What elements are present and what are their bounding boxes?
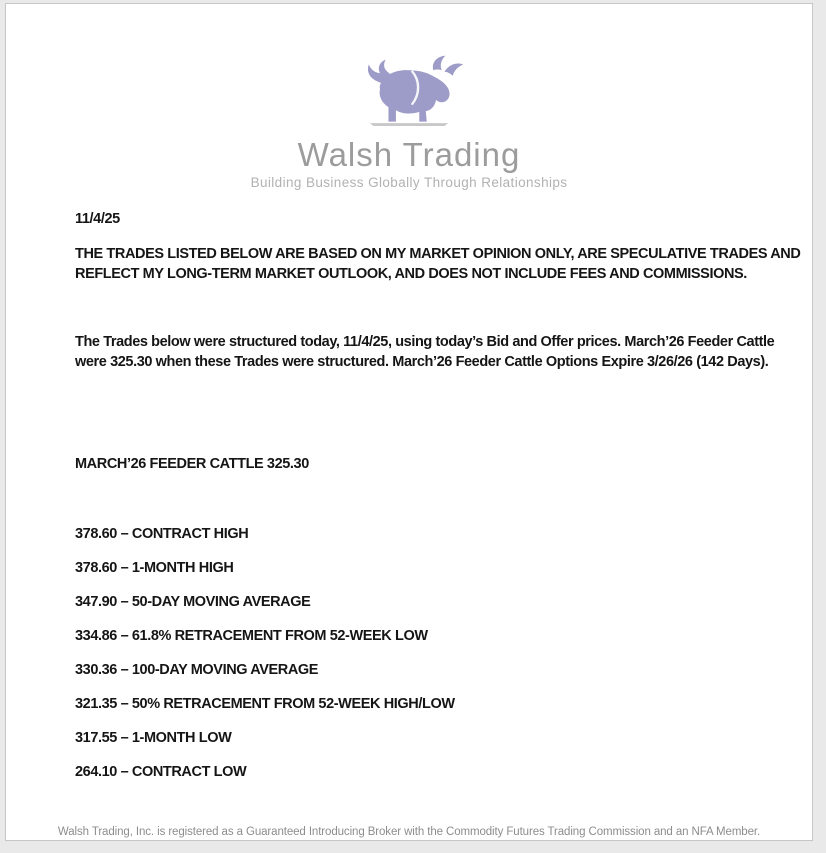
intro-paragraph: [75, 332, 775, 372]
brand-tagline: Building Business Globally Through Relationships: [250, 175, 568, 190]
price-levels-list: [75, 524, 772, 782]
price-level-line: 334.86 – 61.8% RETRACEMENT FROM 52-WEEK LOW: [75, 628, 428, 644]
price-level-line: 347.90 – 50-DAY MOVING AVERAGE: [75, 594, 311, 610]
disclaimer-line: REFLECT MY LONG-TERM MARKET OUTLOOK, AND DOES NOT INCLUDE FEES AND COMMISSIONS.: [75, 266, 747, 282]
disclaimer-paragraph: [75, 244, 801, 284]
price-level-line: 321.35 – 50% RETRACEMENT FROM 52-WEEK HIGH/LOW: [75, 696, 455, 712]
price-level-line: 330.36 – 100-DAY MOVING AVERAGE: [75, 662, 319, 678]
walsh-trading-bull-logo-icon: [353, 54, 465, 128]
bull-body: [380, 70, 450, 121]
logo-block: [6, 4, 812, 191]
intro-line: The Trades below were structured today, 11/4/25, using today’s Bid and Offer prices. March’26 Feeder Cattle: [75, 334, 775, 350]
report-date: 11/4/25: [75, 211, 120, 227]
price-level-line: 378.60 – 1-MONTH HIGH: [75, 560, 234, 576]
price-level-line: 378.60 – CONTRACT HIGH: [75, 526, 249, 542]
document-page: [5, 3, 813, 841]
report-body: [75, 209, 801, 782]
price-level-line: 264.10 – CONTRACT LOW: [75, 764, 247, 780]
footer-disclaimer: Walsh Trading, Inc. is registered as a Guaranteed Introducing Broker with the Commodity Futures Trading Commission and an NFA Member.: [57, 826, 761, 838]
brand-name: Walsh Trading: [297, 136, 521, 173]
bull-ground-shadow: [370, 123, 448, 126]
contract-header: MARCH’26 FEEDER CATTLE 325.30: [75, 456, 309, 472]
price-level-line: 317.55 – 1-MONTH LOW: [75, 730, 232, 746]
intro-line: were 325.30 when these Trades were structured. March’26 Feeder Cattle Options Expire 3/26/26 (142 Days).: [75, 354, 769, 370]
disclaimer-line: THE TRADES LISTED BELOW ARE BASED ON MY MARKET OPINION ONLY, ARE SPECULATIVE TRADES AND: [75, 246, 801, 262]
bull-horn-left: [433, 56, 445, 70]
bull-horn-right: [444, 64, 463, 76]
